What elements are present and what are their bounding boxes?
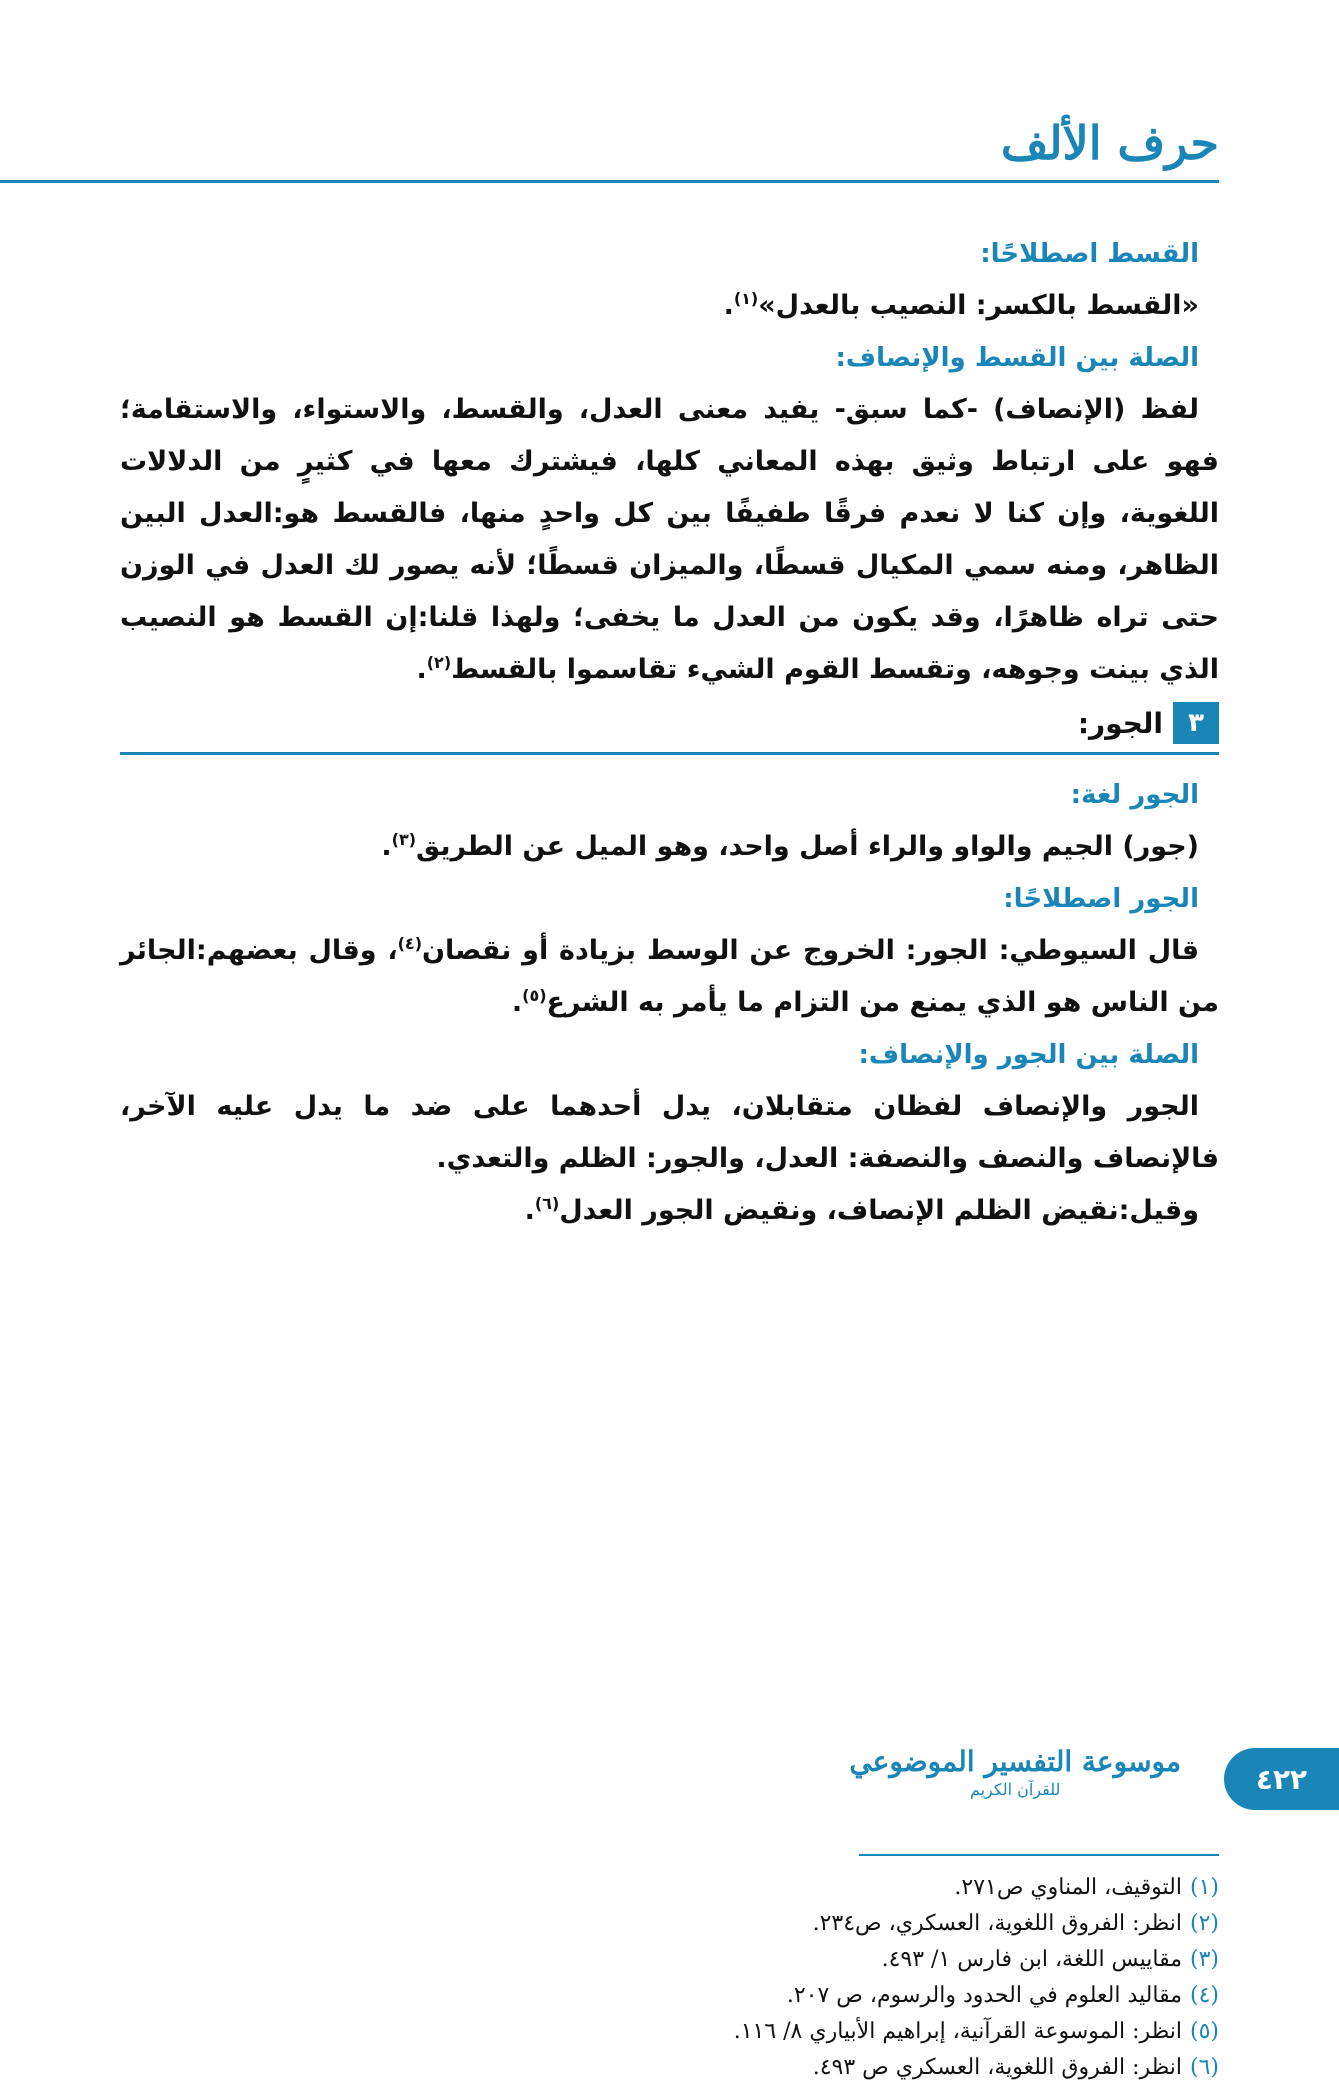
body-paragraph <box>120 384 1219 696</box>
footnote-number: (٢) <box>1189 1911 1219 1936</box>
paragraph-text: . <box>381 831 392 862</box>
footnote-item <box>734 2014 1219 2050</box>
paragraph-text: الجور والإنصاف لفظان متقابلان، يدل أحدهما على ضد ما يدل عليه الآخر، فالإنصاف والنصف والنصفة: العدل، والجور: الظلم والتعدي. <box>120 1091 1219 1174</box>
body-paragraph <box>120 1081 1219 1185</box>
footnote-rule <box>859 1854 1219 1856</box>
body-paragraph <box>120 925 1219 1029</box>
footnote-text: انظر: الفروق اللغوية، العسكري، ص٢٣٤. <box>812 1911 1182 1936</box>
footnote-text: مقاليد العلوم في الحدود والرسوم، ص ٢٠٧. <box>786 1983 1182 2008</box>
section-title: الجور: <box>1077 706 1163 740</box>
footnotes-list <box>734 1870 1219 2086</box>
footnote-text: مقاييس اللغة، ابن فارس ١/ ٤٩٣. <box>881 1947 1182 1972</box>
footnote-item <box>734 1870 1219 1906</box>
footnote-number: (٥) <box>1189 2019 1219 2044</box>
footnote-ref: (٢) <box>426 653 452 672</box>
footnote-ref: (٦) <box>534 1194 560 1213</box>
page-header-title: حرف الألف <box>1000 116 1219 170</box>
sub-heading: الصلة بين القسط والإنصاف: <box>835 343 1199 373</box>
paragraph-text: وقيل:نقيض الظلم الإنصاف، ونقيض الجور العدل <box>559 1195 1199 1226</box>
footnote-ref: (٤) <box>397 934 422 953</box>
footnote-ref: (٥) <box>522 986 547 1005</box>
sub-heading: الجور لغة: <box>1070 780 1199 810</box>
footnote-number: (١) <box>1189 1875 1219 1900</box>
encyclopedia-logo <box>849 1744 1181 1800</box>
footnote-item <box>734 2050 1219 2086</box>
paragraph-text: (جور) الجيم والواو والراء أصل واحد، وهو الميل عن الطريق <box>416 831 1199 862</box>
paragraph-text: «القسط بالكسر: النصيب بالعدل» <box>758 290 1199 321</box>
section-header <box>120 702 1219 755</box>
footnote-number: (٣) <box>1189 1947 1219 1972</box>
logo-title: موسوعة التفسير الموضوعي <box>849 1745 1181 1778</box>
footnote-item <box>734 1978 1219 2014</box>
logo-subtitle: للقرآن الكريم <box>969 1780 1061 1799</box>
footnote-ref: (١) <box>733 289 759 308</box>
footnote-item <box>734 1942 1219 1978</box>
footnote-text: انظر: الموسوعة القرآنية، إبراهيم الأبياري ٨/ ١١٦. <box>733 2019 1182 2044</box>
main-content <box>120 228 1219 1237</box>
body-paragraph <box>120 280 1219 332</box>
footnote-text: انظر: الفروق اللغوية، العسكري ص ٤٩٣. <box>812 2055 1182 2080</box>
body-paragraph <box>120 1185 1219 1237</box>
footnote-text: التوقيف، المناوي ص٢٧١. <box>954 1875 1182 1900</box>
paragraph-text: . <box>511 987 523 1018</box>
paragraph-text: قال السيوطي: الجور: الخروج عن الوسط بزيادة أو نقصان <box>422 935 1199 966</box>
header-rule <box>0 180 1219 183</box>
section-number-badge: ٣ <box>1173 702 1219 744</box>
footnote-number: (٤) <box>1189 1983 1219 2008</box>
sub-heading: القسط اصطلاحًا: <box>980 239 1199 269</box>
sub-heading: الجور اصطلاحًا: <box>1003 884 1199 914</box>
paragraph-text: ، وقال بعضهم:الجائر من الناس هو الذي يمنع من التزام ما يأمر به الشرع <box>120 935 1219 1018</box>
paragraph-text: . <box>723 290 734 321</box>
body-paragraph <box>120 821 1219 873</box>
footnote-item <box>734 1906 1219 1942</box>
sub-heading: الصلة بين الجور والإنصاف: <box>858 1040 1199 1070</box>
footnote-ref: (٣) <box>391 830 417 849</box>
paragraph-text: . <box>524 1195 535 1226</box>
footnote-number: (٦) <box>1189 2055 1219 2080</box>
paragraph-text: لفظ (الإنصاف) -كما سبق- يفيد معنى العدل، والقسط، والاستواء، والاستقامة؛ فهو على ارتباط وثيق بهذه المعاني كلها، فيشترك معها في كثيرٍ من الدلالات اللغوية، وإن كنا لا نعدم فرقًا طفيفًا بين كل واحدٍ منها، فالقسط هو:العدل البين الظاهر، ومنه سمي المكيال قسطًا، والميزان قسطًا؛ لأنه يصور لك العدل في الوزن حتى تراه ظاهرًا، وقد يكون من العدل ما يخفى؛ ولهذا قلنا:إن القسط هو النصيب الذي بينت وجوهه، وتقسط القوم الشيء تقاسموا بالقسط <box>120 394 1219 685</box>
page-number-badge: ٤٢٢ <box>1224 1748 1339 1810</box>
paragraph-text: . <box>416 654 427 685</box>
